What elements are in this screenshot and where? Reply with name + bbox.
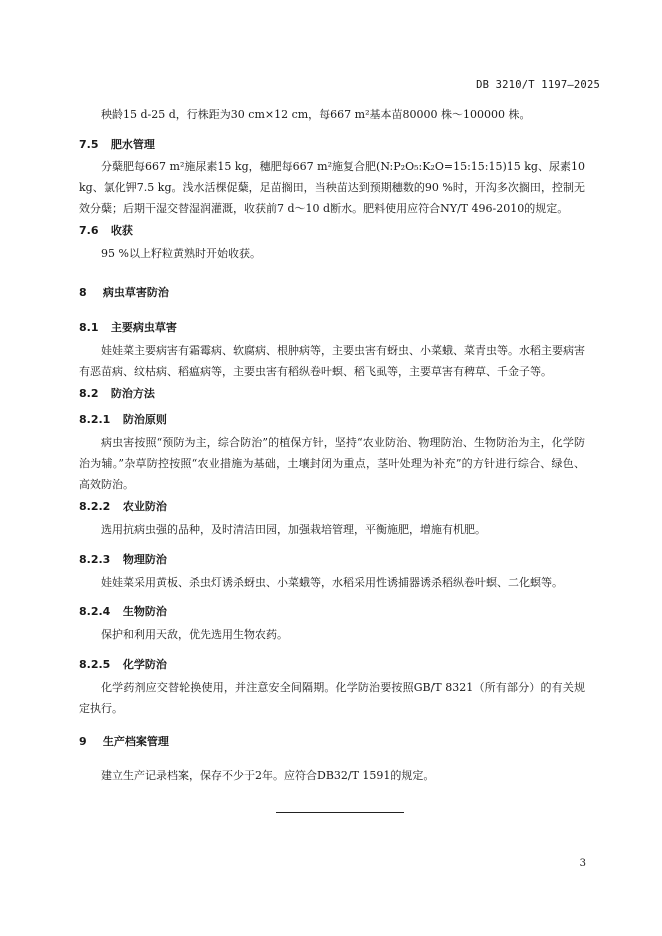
section-number: 8.1 — [79, 321, 99, 334]
heading-8-1 — [79, 319, 177, 335]
section-title: 生物防治 — [122, 605, 167, 618]
heading-8-2-2 — [79, 498, 167, 514]
section-number: 8.2.4 — [79, 605, 111, 618]
page-number: 3 — [579, 858, 586, 869]
section-number: 8.2.2 — [79, 500, 111, 513]
heading-8 — [79, 284, 169, 300]
heading-8-2 — [79, 385, 155, 401]
heading-8-2-1 — [79, 411, 167, 427]
paragraph-control-principles: 病虫害按照“预防为主，综合防治”的植保方针，坚持“农业防治、物理防治、生物防治为主，化学防治为辅。”杂草防控按照“农业措施为基础，土壤封闭为重点，茎叶处理为补充”的方针进行综合、绿色、高效防治。 — [79, 436, 585, 491]
section-title: 防治方法 — [110, 387, 155, 400]
section-title: 病虫草害防治 — [102, 286, 169, 299]
section-number: 8.2.1 — [79, 413, 111, 426]
paragraph-agricultural-control: 选用抗病虫强的品种，及时清洁田园，加强栽培管理，平衡施肥，增施有机肥。 — [101, 523, 486, 536]
heading-8-2-5 — [79, 656, 167, 672]
section-title: 农业防治 — [122, 500, 167, 513]
section-title: 防治原则 — [122, 413, 167, 426]
paragraph-production-records: 建立生产记录档案，保存不少于2年。应符合DB32/T 1591的规定。 — [101, 769, 435, 782]
section-number: 9 — [79, 735, 87, 748]
heading-8-2-4 — [79, 603, 167, 619]
heading-7-5 — [79, 136, 155, 152]
section-title: 物理防治 — [122, 553, 167, 566]
section-number: 7.6 — [79, 224, 99, 237]
document-code-header: DB 3210/T 1197—2025 — [476, 79, 600, 91]
end-of-document-rule — [276, 812, 404, 813]
heading-8-2-3 — [79, 551, 167, 567]
section-title: 生产档案管理 — [102, 735, 169, 748]
section-number: 7.5 — [79, 138, 99, 151]
section-title: 收获 — [110, 224, 133, 237]
section-title: 肥水管理 — [110, 138, 155, 151]
section-title: 化学防治 — [122, 658, 167, 671]
section-number: 8 — [79, 286, 87, 299]
paragraph-biological-control: 保护和利用天敌，优先选用生物农药。 — [101, 628, 288, 641]
section-number: 8.2.5 — [79, 658, 111, 671]
section-number: 8.2 — [79, 387, 99, 400]
section-title: 主要病虫草害 — [110, 321, 177, 334]
paragraph-chemical-control: 化学药剂应交替轮换使用，并注意安全间隔期。化学防治要按照GB/T 8321（所有部分）的有关规定执行。 — [79, 681, 585, 715]
heading-9 — [79, 733, 169, 749]
section-number: 8.2.3 — [79, 553, 111, 566]
paragraph-fertilizer-water: 分蘖肥每667 m²施尿素15 kg，穗肥每667 m²施复合肥(N:P₂O₅:K₂O=15:15:15)15 kg、尿素10 kg、氯化钾7.5 kg。浅水活棵促蘖，足苗搁田，当秧苗达到预期穗数的90 %时，开沟多次搁田，控制无效分蘖；后期干湿交替湿润灌溉，收获前7 d～10 d断水。肥料使用应符合NY/T 496-2010的规定。 — [79, 160, 585, 215]
paragraph-seedling-age: 秧龄15 d-25 d，行株距为30 cm×12 cm，每667 m²基本苗80000 株～100000 株。 — [101, 108, 531, 121]
heading-7-6 — [79, 222, 133, 238]
paragraph-main-pests: 娃娃菜主要病害有霜霉病、软腐病、根肿病等，主要虫害有蚜虫、小菜蛾、菜青虫等。水稻主要病害有恶苗病、纹枯病、稻瘟病等，主要虫害有稻纵卷叶螟、稻飞虱等，主要草害有稗草、千金子等。 — [79, 344, 585, 378]
paragraph-harvest: 95 %以上籽粒黄熟时开始收获。 — [101, 247, 261, 260]
paragraph-physical-control: 娃娃菜采用黄板、杀虫灯诱杀蚜虫、小菜蛾等，水稻采用性诱捕器诱杀稻纵卷叶螟、二化螟等。 — [101, 576, 563, 589]
